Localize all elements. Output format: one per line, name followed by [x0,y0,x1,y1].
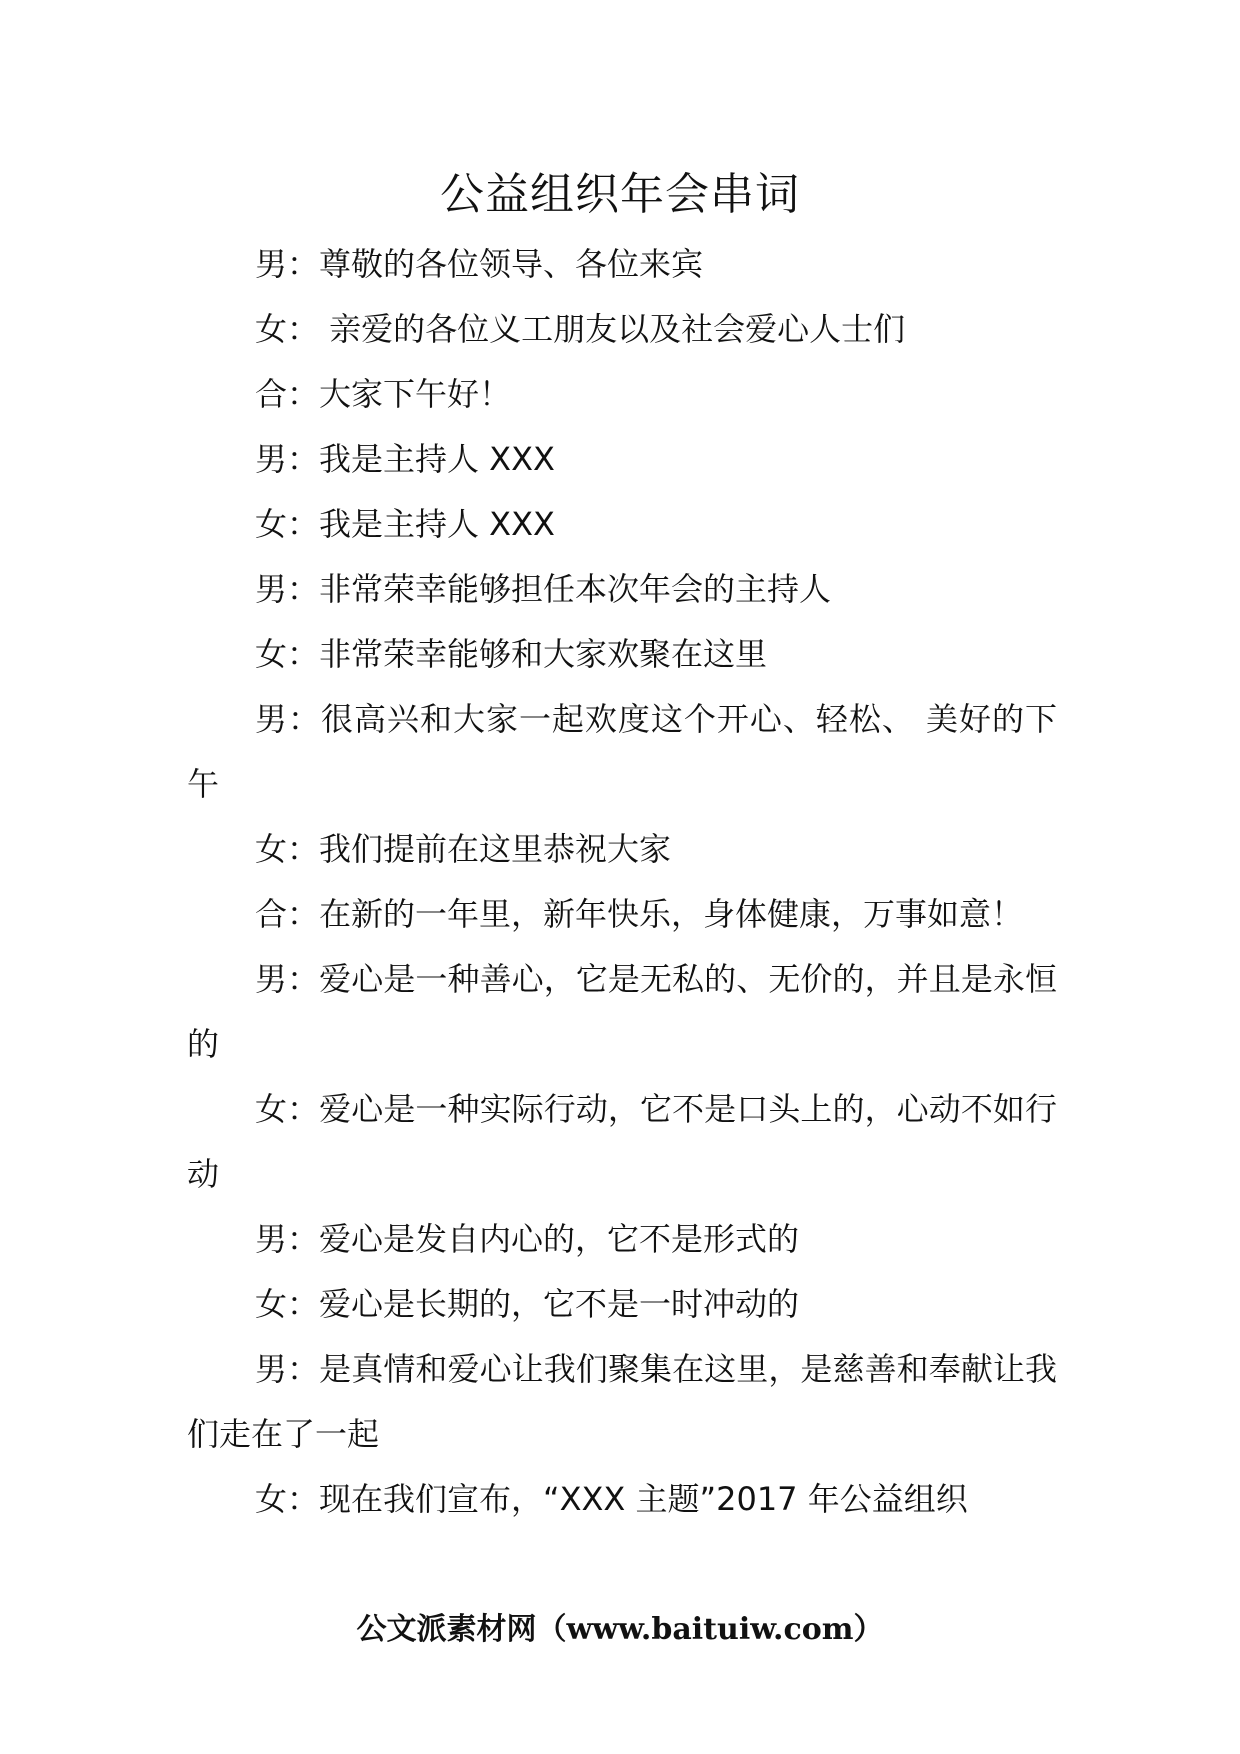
paragraph: 女：现在我们宣布，“XXX 主题”2017 年公益组织 [255,1480,968,1518]
document-body [187,232,1057,1532]
paragraph: 女：爱心是长期的，它不是一时冲动的 [255,1285,800,1323]
paragraph: 合：在新的一年里，新年快乐，身体健康，万事如意！ [255,895,1024,933]
paragraph: 女：我们提前在这里恭祝大家 [255,830,672,868]
paragraph: 女： 亲爱的各位义工朋友以及社会爱心人士们 [255,310,906,348]
paragraph: 男：爱心是一种善心，它是无私的、无价的，并且是永恒的 [187,960,1057,1063]
paragraph: 男：尊敬的各位领导、各位来宾 [255,245,704,283]
paragraph: 男：很高兴和大家一起欢度这个开心、轻松、 美好的下午 [187,700,1057,803]
paragraph: 女：非常荣幸能够和大家欢聚在这里 [255,635,768,673]
paragraph: 合：大家下午好！ [255,375,512,413]
paragraph: 男：是真情和爱心让我们聚集在这里，是慈善和奉献让我们走在了一起 [187,1350,1057,1453]
paragraph: 女：爱心是一种实际行动，它不是口头上的，心动不如行动 [187,1090,1057,1193]
document-title: 公益组织年会串词 [440,169,800,220]
footer-source: 公文派素材网（www.baituiw.com） [356,1612,884,1647]
paragraph: 男：我是主持人 XXX [255,440,555,478]
paragraph: 女：我是主持人 XXX [255,505,555,543]
paragraph: 男：爱心是发自内心的，它不是形式的 [255,1220,800,1258]
paragraph: 男：非常荣幸能够担任本次年会的主持人 [255,570,832,608]
